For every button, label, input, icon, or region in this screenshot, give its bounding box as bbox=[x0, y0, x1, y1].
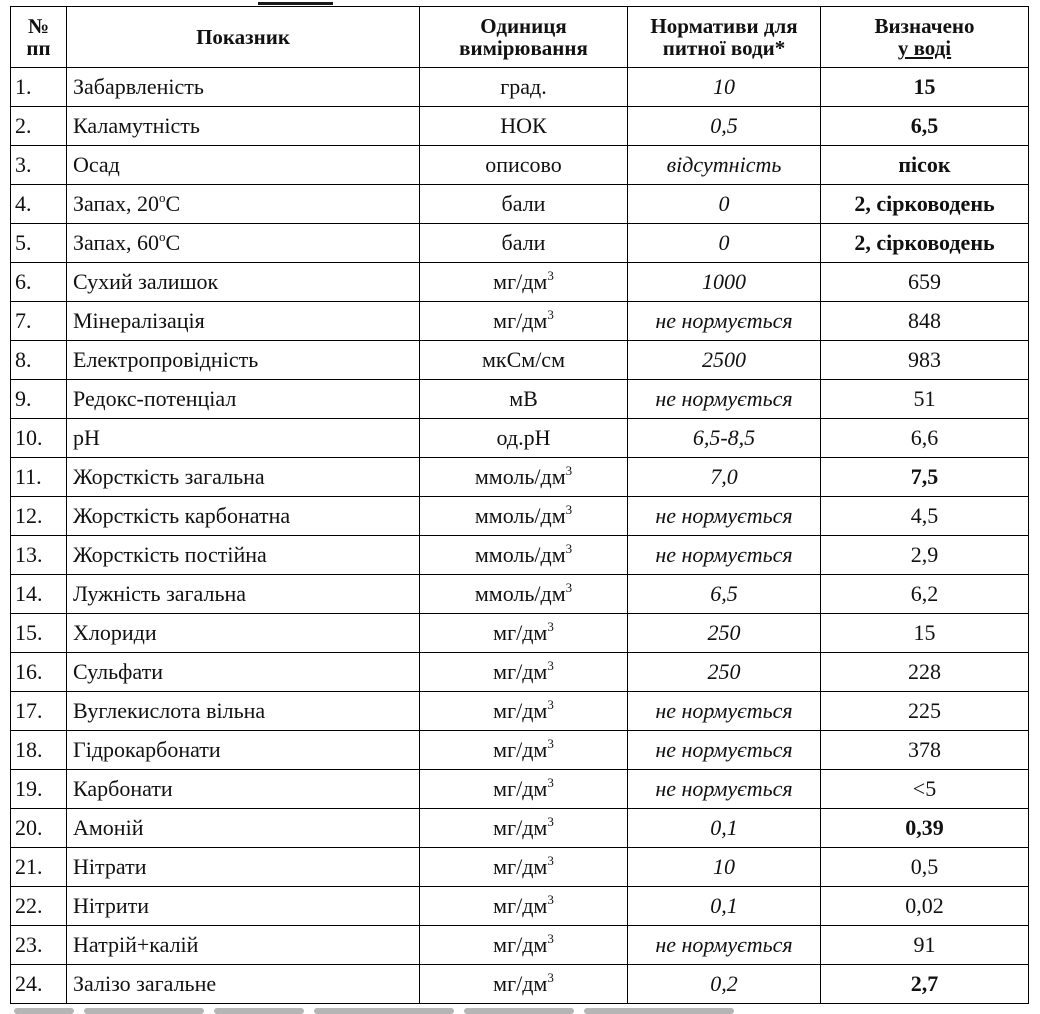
row-number: 3. bbox=[11, 146, 67, 185]
row-number: 19. bbox=[11, 770, 67, 809]
unit-cell: бали bbox=[420, 224, 628, 263]
indicator-name: Сульфати bbox=[67, 653, 420, 692]
measured-value-cell: 6,5 bbox=[821, 107, 1029, 146]
indicator-name: Залізо загальне bbox=[67, 965, 420, 1004]
table-row bbox=[11, 185, 1029, 224]
indicator-name: Запах, 20$^o$C bbox=[67, 185, 420, 224]
indicator-name: Хлориди bbox=[67, 614, 420, 653]
table-row bbox=[11, 887, 1029, 926]
row-number: 18. bbox=[11, 731, 67, 770]
row-number: 20. bbox=[11, 809, 67, 848]
row-number: 9. bbox=[11, 380, 67, 419]
unit-cell: $мг/дм^3$ bbox=[420, 965, 628, 1004]
indicator-name: Нітрати bbox=[67, 848, 420, 887]
measured-value-cell: 983 bbox=[821, 341, 1029, 380]
table-row bbox=[11, 263, 1029, 302]
unit-cell: $мг/дм^3$ bbox=[420, 926, 628, 965]
norm-cell: 0,1 bbox=[628, 809, 821, 848]
indicator-name: Жорсткість постійна bbox=[67, 536, 420, 575]
row-number: 7. bbox=[11, 302, 67, 341]
norm-cell: 0 bbox=[628, 224, 821, 263]
norm-cell: відсутність bbox=[628, 146, 821, 185]
row-number: 5. bbox=[11, 224, 67, 263]
norm-cell: 0,5 bbox=[628, 107, 821, 146]
table-row bbox=[11, 965, 1029, 1004]
unit-cell: $мг/дм^3$ bbox=[420, 692, 628, 731]
table-row bbox=[11, 653, 1029, 692]
table-row bbox=[11, 848, 1029, 887]
table-row bbox=[11, 458, 1029, 497]
measured-value-cell: пісок bbox=[821, 146, 1029, 185]
norm-cell: не нормується bbox=[628, 497, 821, 536]
row-number: 1. bbox=[11, 68, 67, 107]
indicator-name: Запах, 60$^o$C bbox=[67, 224, 420, 263]
indicator-name: Жорсткість карбонатна bbox=[67, 497, 420, 536]
measured-value-cell: 0,02 bbox=[821, 887, 1029, 926]
norm-cell: не нормується bbox=[628, 731, 821, 770]
norm-cell: 0,2 bbox=[628, 965, 821, 1004]
unit-cell: мкСм/см bbox=[420, 341, 628, 380]
unit-cell: НОК bbox=[420, 107, 628, 146]
norm-cell: не нормується bbox=[628, 692, 821, 731]
table-row bbox=[11, 380, 1029, 419]
table-row bbox=[11, 341, 1029, 380]
indicator-name: Лужність загальна bbox=[67, 575, 420, 614]
table-row bbox=[11, 692, 1029, 731]
unit-cell: ммоль/$дм^3$ bbox=[420, 536, 628, 575]
indicator-name: Мінералізація bbox=[67, 302, 420, 341]
measured-value-cell: 848 bbox=[821, 302, 1029, 341]
table-row bbox=[11, 575, 1029, 614]
unit-cell: $мг/дм^3$ bbox=[420, 731, 628, 770]
indicator-name: Гідрокарбонати bbox=[67, 731, 420, 770]
measured-value-cell: 15 bbox=[821, 68, 1029, 107]
table-row bbox=[11, 68, 1029, 107]
header-norm: Нормативи для питної води* bbox=[628, 7, 821, 68]
unit-cell: описово bbox=[420, 146, 628, 185]
indicator-name: Жорсткість загальна bbox=[67, 458, 420, 497]
water-analysis-table bbox=[10, 6, 1029, 1004]
table-row bbox=[11, 107, 1029, 146]
row-number: 23. bbox=[11, 926, 67, 965]
measured-value-cell: 6,6 bbox=[821, 419, 1029, 458]
row-number: 15. bbox=[11, 614, 67, 653]
row-number: 6. bbox=[11, 263, 67, 302]
measured-value-cell: 225 bbox=[821, 692, 1029, 731]
measured-value-cell: 6,2 bbox=[821, 575, 1029, 614]
measured-value-cell: 2, сірководень bbox=[821, 185, 1029, 224]
table-row bbox=[11, 731, 1029, 770]
norm-cell: не нормується bbox=[628, 926, 821, 965]
unit-cell: ммоль/$дм^3$ bbox=[420, 458, 628, 497]
indicator-name: Сухий залишок bbox=[67, 263, 420, 302]
norm-cell: не нормується bbox=[628, 380, 821, 419]
unit-cell: $мг/дм^3$ bbox=[420, 302, 628, 341]
row-number: 22. bbox=[11, 887, 67, 926]
row-number: 21. bbox=[11, 848, 67, 887]
measured-value-cell: 2, сірководень bbox=[821, 224, 1029, 263]
table-row bbox=[11, 926, 1029, 965]
table-row bbox=[11, 302, 1029, 341]
row-number: 10. bbox=[11, 419, 67, 458]
unit-cell: град. bbox=[420, 68, 628, 107]
unit-cell: $мг/дм^3$ bbox=[420, 263, 628, 302]
unit-cell: мВ bbox=[420, 380, 628, 419]
indicator-name: Натрій+калій bbox=[67, 926, 420, 965]
indicator-name: Осад bbox=[67, 146, 420, 185]
norm-cell: 10 bbox=[628, 68, 821, 107]
indicator-name: pH bbox=[67, 419, 420, 458]
measured-value-cell: 15 bbox=[821, 614, 1029, 653]
measured-value-cell: 0,39 bbox=[821, 809, 1029, 848]
unit-cell: $мг/дм^3$ bbox=[420, 887, 628, 926]
table-row bbox=[11, 770, 1029, 809]
indicator-name: Редокс-потенціал bbox=[67, 380, 420, 419]
measured-value-cell: 7,5 bbox=[821, 458, 1029, 497]
header-number: № пп bbox=[11, 7, 67, 68]
row-number: 8. bbox=[11, 341, 67, 380]
norm-cell: 6,5-8,5 bbox=[628, 419, 821, 458]
norm-cell: 250 bbox=[628, 614, 821, 653]
unit-cell: $мг/дм^3$ bbox=[420, 848, 628, 887]
unit-cell: $мг/дм^3$ bbox=[420, 809, 628, 848]
row-number: 17. bbox=[11, 692, 67, 731]
row-number: 4. bbox=[11, 185, 67, 224]
indicator-name: Нітрити bbox=[67, 887, 420, 926]
row-number: 11. bbox=[11, 458, 67, 497]
table-body bbox=[11, 68, 1029, 1004]
indicator-name: Карбонати bbox=[67, 770, 420, 809]
indicator-name: Забарвленість bbox=[67, 68, 420, 107]
row-number: 12. bbox=[11, 497, 67, 536]
unit-cell: $мг/дм^3$ bbox=[420, 653, 628, 692]
norm-cell: не нормується bbox=[628, 302, 821, 341]
norm-cell: 0,1 bbox=[628, 887, 821, 926]
indicator-name: Вуглекислота вільна bbox=[67, 692, 420, 731]
norm-cell: 2500 bbox=[628, 341, 821, 380]
header-indicator: Показник bbox=[67, 7, 420, 68]
norm-cell: не нормується bbox=[628, 536, 821, 575]
indicator-name: Амоній bbox=[67, 809, 420, 848]
table-row bbox=[11, 614, 1029, 653]
row-number: 16. bbox=[11, 653, 67, 692]
measured-value-cell: 2,7 bbox=[821, 965, 1029, 1004]
measured-value-cell: 91 bbox=[821, 926, 1029, 965]
measured-value-cell: 378 bbox=[821, 731, 1029, 770]
norm-cell: 7,0 bbox=[628, 458, 821, 497]
row-number: 24. bbox=[11, 965, 67, 1004]
unit-cell: ммоль/$дм^3$ bbox=[420, 497, 628, 536]
measured-value-cell: <5 bbox=[821, 770, 1029, 809]
measured-value-cell: 4,5 bbox=[821, 497, 1029, 536]
norm-cell: 6,5 bbox=[628, 575, 821, 614]
header-value: Визначено у воді bbox=[821, 7, 1029, 68]
indicator-name: Каламутність bbox=[67, 107, 420, 146]
table-row bbox=[11, 224, 1029, 263]
row-number: 13. bbox=[11, 536, 67, 575]
unit-cell: ммоль/$дм^3$ bbox=[420, 575, 628, 614]
table-row bbox=[11, 809, 1029, 848]
indicator-name: Електропровідність bbox=[67, 341, 420, 380]
unit-cell: бали bbox=[420, 185, 628, 224]
unit-cell: $мг/дм^3$ bbox=[420, 614, 628, 653]
measured-value-cell: 51 bbox=[821, 380, 1029, 419]
measured-value-cell: 228 bbox=[821, 653, 1029, 692]
norm-cell: не нормується bbox=[628, 770, 821, 809]
norm-cell: 0 bbox=[628, 185, 821, 224]
measured-value-cell: 0,5 bbox=[821, 848, 1029, 887]
table-header-row bbox=[11, 7, 1029, 68]
cropped-footnote-text bbox=[14, 1006, 774, 1014]
table-row bbox=[11, 497, 1029, 536]
row-number: 14. bbox=[11, 575, 67, 614]
header-unit: Одиниця вимірювання bbox=[420, 7, 628, 68]
table-row bbox=[11, 146, 1029, 185]
measured-value-cell: 659 bbox=[821, 263, 1029, 302]
norm-cell: 10 bbox=[628, 848, 821, 887]
norm-cell: 1000 bbox=[628, 263, 821, 302]
measured-value-cell: 2,9 bbox=[821, 536, 1029, 575]
unit-cell: $мг/дм^3$ bbox=[420, 770, 628, 809]
table-row bbox=[11, 419, 1029, 458]
table-row bbox=[11, 536, 1029, 575]
unit-cell: од.pH bbox=[420, 419, 628, 458]
norm-cell: 250 bbox=[628, 653, 821, 692]
row-number: 2. bbox=[11, 107, 67, 146]
